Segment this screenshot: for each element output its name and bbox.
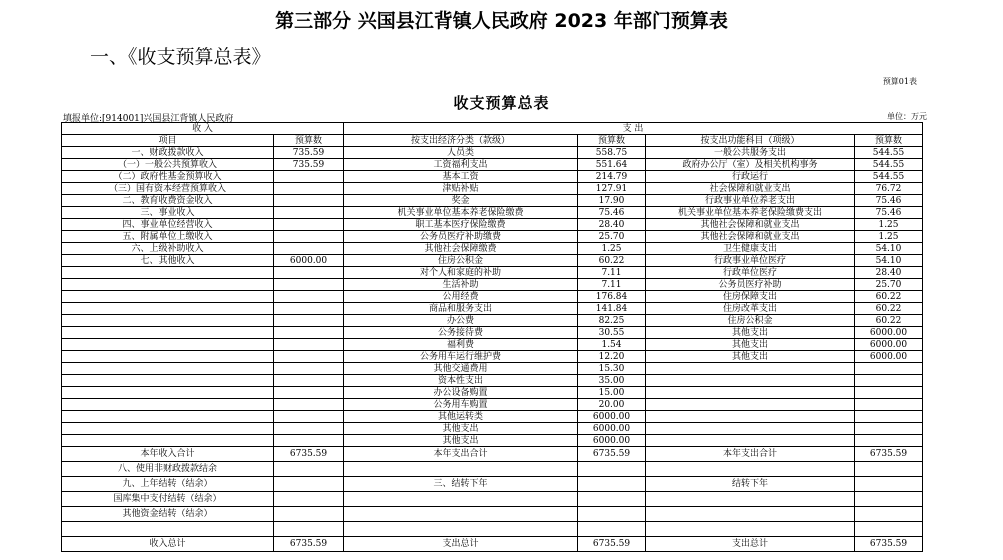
income-item: 六、上级补助收入 <box>62 243 274 255</box>
income-item <box>62 351 274 363</box>
func-amount: 54.10 <box>855 243 923 255</box>
func-item <box>646 435 855 447</box>
grand-income: 6735.59 <box>274 537 344 552</box>
income-item: 一、财政拨款收入 <box>62 147 274 159</box>
table-row <box>62 375 923 387</box>
table-row <box>62 522 923 537</box>
table-row <box>62 351 923 363</box>
income-amount <box>274 207 344 219</box>
income-amount <box>274 279 344 291</box>
table-row <box>62 231 923 243</box>
income-item: （一）一般公共预算收入 <box>62 159 274 171</box>
income-amount <box>274 291 344 303</box>
econ-total: 6735.59 <box>578 447 646 462</box>
table-row <box>62 279 923 291</box>
table-row <box>62 159 923 171</box>
table-row <box>62 363 923 375</box>
income-amount: 735.59 <box>274 159 344 171</box>
func-total: 6735.59 <box>855 447 923 462</box>
func-amount <box>855 435 923 447</box>
econ-item: 机关事业单位基本养老保险缴费 <box>344 207 578 219</box>
func-amount: 6000.00 <box>855 351 923 363</box>
func-amount: 6000.00 <box>855 327 923 339</box>
income-amount <box>274 327 344 339</box>
func-amount: 25.70 <box>855 279 923 291</box>
func-item: 行政单位医疗 <box>646 267 855 279</box>
func-item <box>646 375 855 387</box>
func-amount: 544.55 <box>855 171 923 183</box>
econ-amount: 127.91 <box>578 183 646 195</box>
income-amount <box>274 435 344 447</box>
table-row <box>62 387 923 399</box>
econ-item: 办公设备购置 <box>344 387 578 399</box>
func-item: 住房改革支出 <box>646 303 855 315</box>
econ-item: 其他支出 <box>344 435 578 447</box>
func-amount: 76.72 <box>855 183 923 195</box>
col-amount: 预算数 <box>274 135 344 147</box>
carry-out-func-label: 结转下年 <box>646 477 855 492</box>
unused-balance-label: 八、使用非财政拨款结余 <box>62 462 274 477</box>
func-amount <box>855 399 923 411</box>
income-item <box>62 399 274 411</box>
econ-item: 生活补助 <box>344 279 578 291</box>
func-item <box>646 387 855 399</box>
col-item: 项目 <box>62 135 274 147</box>
income-item <box>62 279 274 291</box>
table-row <box>62 219 923 231</box>
func-amount: 544.55 <box>855 147 923 159</box>
econ-amount: 35.00 <box>578 375 646 387</box>
table-row <box>62 492 923 507</box>
income-item <box>62 315 274 327</box>
table-row <box>62 243 923 255</box>
table-row <box>62 267 923 279</box>
income-item <box>62 303 274 315</box>
econ-amount: 214.79 <box>578 171 646 183</box>
income-item: 二、教育收费资金收入 <box>62 195 274 207</box>
total-row <box>62 447 923 462</box>
econ-amount: 7.11 <box>578 267 646 279</box>
income-item: 四、事业单位经营收入 <box>62 219 274 231</box>
table-title: 收支预算总表 <box>453 94 550 112</box>
econ-amount: 6000.00 <box>578 423 646 435</box>
econ-item: 公务员医疗补助缴费 <box>344 231 578 243</box>
econ-amount: 17.90 <box>578 195 646 207</box>
func-total-label: 本年支出合计 <box>646 447 855 462</box>
section-title: 一、《收支预算总表》 <box>90 46 271 68</box>
table-row <box>62 303 923 315</box>
table-row <box>62 462 923 477</box>
func-amount <box>855 363 923 375</box>
econ-item: 商品和服务支出 <box>344 303 578 315</box>
currency-unit: 单位：万元 <box>887 112 927 121</box>
func-item <box>646 423 855 435</box>
grand-econ: 6735.59 <box>578 537 646 552</box>
econ-amount: 25.70 <box>578 231 646 243</box>
col-econ: 按支出经济分类（款级） <box>344 135 578 147</box>
table-row <box>62 411 923 423</box>
grand-func-label: 支出总计 <box>646 537 855 552</box>
table-row <box>62 327 923 339</box>
func-item: 其他社会保障和就业支出 <box>646 231 855 243</box>
econ-amount: 30.55 <box>578 327 646 339</box>
income-amount: 735.59 <box>274 147 344 159</box>
income-amount <box>274 423 344 435</box>
func-item: 社会保障和就业支出 <box>646 183 855 195</box>
func-amount: 28.40 <box>855 267 923 279</box>
income-amount <box>274 243 344 255</box>
income-amount <box>274 219 344 231</box>
func-item: 机关事业单位基本养老保险缴费支出 <box>646 207 855 219</box>
econ-amount: 6000.00 <box>578 435 646 447</box>
income-amount <box>274 375 344 387</box>
carry-in-label: 九、上年结转（结余） <box>62 477 274 492</box>
table-row <box>62 399 923 411</box>
budget-table <box>61 122 923 552</box>
income-total: 6735.59 <box>274 447 344 462</box>
table-row <box>62 507 923 522</box>
income-amount <box>274 411 344 423</box>
func-amount: 1.25 <box>855 231 923 243</box>
econ-item: 公务用车购置 <box>344 399 578 411</box>
income-item: （二）政府性基金预算收入 <box>62 171 274 183</box>
econ-amount: 551.64 <box>578 159 646 171</box>
income-amount <box>274 303 344 315</box>
func-item <box>646 399 855 411</box>
econ-item: 资本性支出 <box>344 375 578 387</box>
func-item: 卫生健康支出 <box>646 243 855 255</box>
expense-header: 支 出 <box>344 123 923 135</box>
func-amount: 6000.00 <box>855 339 923 351</box>
grand-income-label: 收入总计 <box>62 537 274 552</box>
income-amount <box>274 363 344 375</box>
grand-econ-label: 支出总计 <box>344 537 578 552</box>
econ-amount: 20.00 <box>578 399 646 411</box>
func-amount <box>855 411 923 423</box>
econ-amount: 75.46 <box>578 207 646 219</box>
func-amount: 1.25 <box>855 219 923 231</box>
income-item <box>62 423 274 435</box>
econ-item: 办公费 <box>344 315 578 327</box>
func-item <box>646 363 855 375</box>
func-item: 公务员医疗补助 <box>646 279 855 291</box>
income-amount <box>274 171 344 183</box>
income-item: 三、事业收入 <box>62 207 274 219</box>
income-total-label: 本年收入合计 <box>62 447 274 462</box>
income-item: 七、其他收入 <box>62 255 274 267</box>
income-amount <box>274 195 344 207</box>
func-amount: 54.10 <box>855 255 923 267</box>
carry-out-econ-label: 三、结转下年 <box>344 477 578 492</box>
col-func: 按支出功能科目（项级） <box>646 135 855 147</box>
income-item <box>62 387 274 399</box>
econ-item: 其他交通费用 <box>344 363 578 375</box>
econ-item: 住房公积金 <box>344 255 578 267</box>
income-item: （三）国有资本经营预算收入 <box>62 183 274 195</box>
func-amount <box>855 423 923 435</box>
func-item: 行政事业单位养老支出 <box>646 195 855 207</box>
income-item <box>62 291 274 303</box>
func-amount <box>855 387 923 399</box>
income-amount <box>274 399 344 411</box>
econ-item: 公务接待费 <box>344 327 578 339</box>
func-item: 行政事业单位医疗 <box>646 255 855 267</box>
table-row <box>62 183 923 195</box>
income-header: 收 入 <box>62 123 344 135</box>
econ-item: 公用经费 <box>344 291 578 303</box>
income-item: 五、附属单位上缴收入 <box>62 231 274 243</box>
econ-total-label: 本年支出合计 <box>344 447 578 462</box>
func-item: 其他支出 <box>646 351 855 363</box>
func-item: 住房保障支出 <box>646 291 855 303</box>
income-item <box>62 267 274 279</box>
func-amount: 60.22 <box>855 291 923 303</box>
func-item: 其他支出 <box>646 339 855 351</box>
econ-amount: 15.30 <box>578 363 646 375</box>
econ-item: 奖金 <box>344 195 578 207</box>
reporting-unit: 填报单位:[914001]兴国县江背镇人民政府 <box>63 114 234 124</box>
econ-item: 其他运转类 <box>344 411 578 423</box>
func-item: 一般公共服务支出 <box>646 147 855 159</box>
table-row <box>62 255 923 267</box>
treasury-balance-label: 国库集中支付结转（结余） <box>62 492 274 507</box>
table-row <box>62 477 923 492</box>
func-amount: 544.55 <box>855 159 923 171</box>
econ-item: 其他社会保障缴费 <box>344 243 578 255</box>
income-amount <box>274 339 344 351</box>
income-item <box>62 327 274 339</box>
table-code: 预算01表 <box>882 77 917 86</box>
econ-amount: 1.25 <box>578 243 646 255</box>
table-row <box>62 423 923 435</box>
econ-item: 基本工资 <box>344 171 578 183</box>
income-amount <box>274 231 344 243</box>
table-row <box>62 291 923 303</box>
econ-amount: 82.25 <box>578 315 646 327</box>
econ-amount: 7.11 <box>578 279 646 291</box>
econ-item: 其他支出 <box>344 423 578 435</box>
econ-amount: 558.75 <box>578 147 646 159</box>
income-amount <box>274 387 344 399</box>
income-amount <box>274 267 344 279</box>
table-row <box>62 147 923 159</box>
econ-amount: 176.84 <box>578 291 646 303</box>
func-item: 政府办公厅（室）及相关机构事务 <box>646 159 855 171</box>
func-item: 其他支出 <box>646 327 855 339</box>
econ-item: 职工基本医疗保险缴费 <box>344 219 578 231</box>
table-row <box>62 195 923 207</box>
income-amount <box>274 351 344 363</box>
table-row <box>62 315 923 327</box>
func-amount <box>855 375 923 387</box>
func-item: 其他社会保障和就业支出 <box>646 219 855 231</box>
econ-item: 对个人和家庭的补助 <box>344 267 578 279</box>
income-item <box>62 411 274 423</box>
table-row <box>62 207 923 219</box>
econ-amount: 60.22 <box>578 255 646 267</box>
econ-amount: 141.84 <box>578 303 646 315</box>
econ-amount: 6000.00 <box>578 411 646 423</box>
col-amount: 预算数 <box>855 135 923 147</box>
table-row <box>62 171 923 183</box>
income-item <box>62 339 274 351</box>
econ-item: 人员类 <box>344 147 578 159</box>
econ-amount: 12.20 <box>578 351 646 363</box>
econ-item: 津贴补贴 <box>344 183 578 195</box>
income-amount: 6000.00 <box>274 255 344 267</box>
econ-item: 公务用车运行维护费 <box>344 351 578 363</box>
econ-amount: 1.54 <box>578 339 646 351</box>
func-item: 住房公积金 <box>646 315 855 327</box>
econ-item: 工资福利支出 <box>344 159 578 171</box>
income-item <box>62 435 274 447</box>
func-item: 行政运行 <box>646 171 855 183</box>
grand-func: 6735.59 <box>855 537 923 552</box>
func-amount: 75.46 <box>855 207 923 219</box>
page-title: 第三部分 兴国县江背镇人民政府 2023 年部门预算表 <box>275 10 728 32</box>
econ-amount: 15.00 <box>578 387 646 399</box>
income-amount <box>274 315 344 327</box>
other-balance-label: 其他资金结转（结余） <box>62 507 274 522</box>
econ-amount: 28.40 <box>578 219 646 231</box>
func-amount: 60.22 <box>855 315 923 327</box>
table-row <box>62 435 923 447</box>
econ-item: 福利费 <box>344 339 578 351</box>
income-item <box>62 363 274 375</box>
func-amount: 60.22 <box>855 303 923 315</box>
table-row <box>62 339 923 351</box>
income-item <box>62 375 274 387</box>
income-amount <box>274 183 344 195</box>
func-item <box>646 411 855 423</box>
grand-total-row <box>62 537 923 552</box>
func-amount: 75.46 <box>855 195 923 207</box>
col-amount: 预算数 <box>578 135 646 147</box>
